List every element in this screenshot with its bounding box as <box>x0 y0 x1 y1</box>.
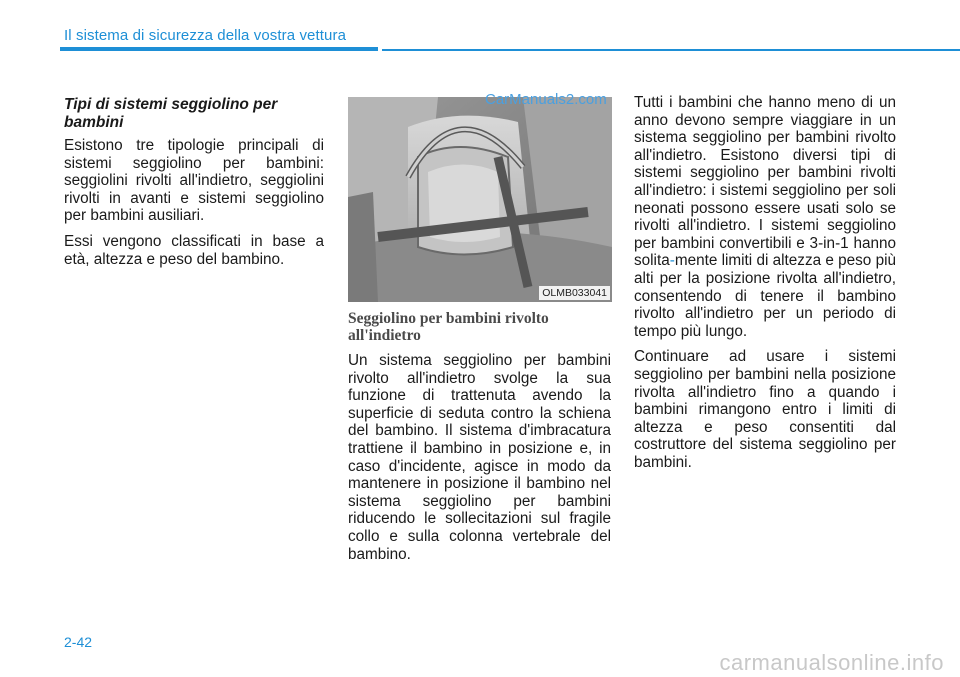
header-rule-thick <box>60 47 378 51</box>
column-left <box>64 96 324 276</box>
column-right <box>634 94 896 479</box>
child-seat-illustration <box>348 97 612 302</box>
watermark-bottom: carmanualsonline.info <box>719 650 944 675</box>
paragraph <box>634 94 896 340</box>
hyphen: - <box>669 252 675 270</box>
figure-code-label: OLMB033041 <box>539 286 610 300</box>
paragraph-part: mente limiti di altezza e peso più alti per la posizione rivolta all'indietro, consentendo di tenere il bambino rivolto all'indietro per un periodo di tempo più lungo. <box>634 252 896 340</box>
watermark-top: CarManuals2.com <box>485 91 607 108</box>
paragraph: Essi vengono classificati in base a età, altezza e peso del bambino. <box>64 232 324 268</box>
paragraph: Continuare ad usare i sistemi seggiolino per bambini nella posizione rivolta all'indietro fino a quando i bambini rimangono entro i limiti di altezza e peso consentiti dal costruttore del sistema seggiolino per bambini. <box>634 348 896 471</box>
page-number: 2-42 <box>64 634 93 650</box>
section-heading: Tipi di sistemi seggiolino per bambini <box>64 96 278 131</box>
car-seat-drawing <box>348 97 612 302</box>
subsection-heading: Seggiolino per bambini rivolto all'indietro <box>348 310 549 344</box>
paragraph: Un sistema seggiolino per bambini rivolto all'indietro svolge la sua funzione di trattenuta avendo la superficie di seduta contro la schiena del bambino. Il sistema d'imbracatura trattiene il bambino in posizione e, in caso d'incidente, agisce in modo da mantenere in posizione il bambino nel sistema seggiolino per bambini riducendo le sollecitazioni sul fragile collo e sulla colonna vertebrale del bambino. <box>348 352 611 563</box>
chapter-title: Il sistema di sicurezza della vostra vettura <box>64 27 347 44</box>
header-rule-thin <box>382 49 960 51</box>
column-middle <box>348 310 611 571</box>
paragraph-part: Tutti i bambini che hanno meno di un anno devono sempre viaggiare in un sistema seggiolino per bambini rivolto all'indietro. Esistono diversi tipi di sistemi seggiolino per bambini rivolti all'indietro: i sistemi seggiolino per soli neonati possono essere usati solo se rivolti all'indietro. I sistemi seggiolino per bambini convertibili e 3-in-1 hanno solita <box>634 94 896 270</box>
paragraph: Esistono tre tipologie principali di sistemi seggiolino per bambini: seggiolini rivolti all'indietro, seggiolini rivolti in avanti e sistemi seggiolino per bambini ausiliari. <box>64 137 324 225</box>
